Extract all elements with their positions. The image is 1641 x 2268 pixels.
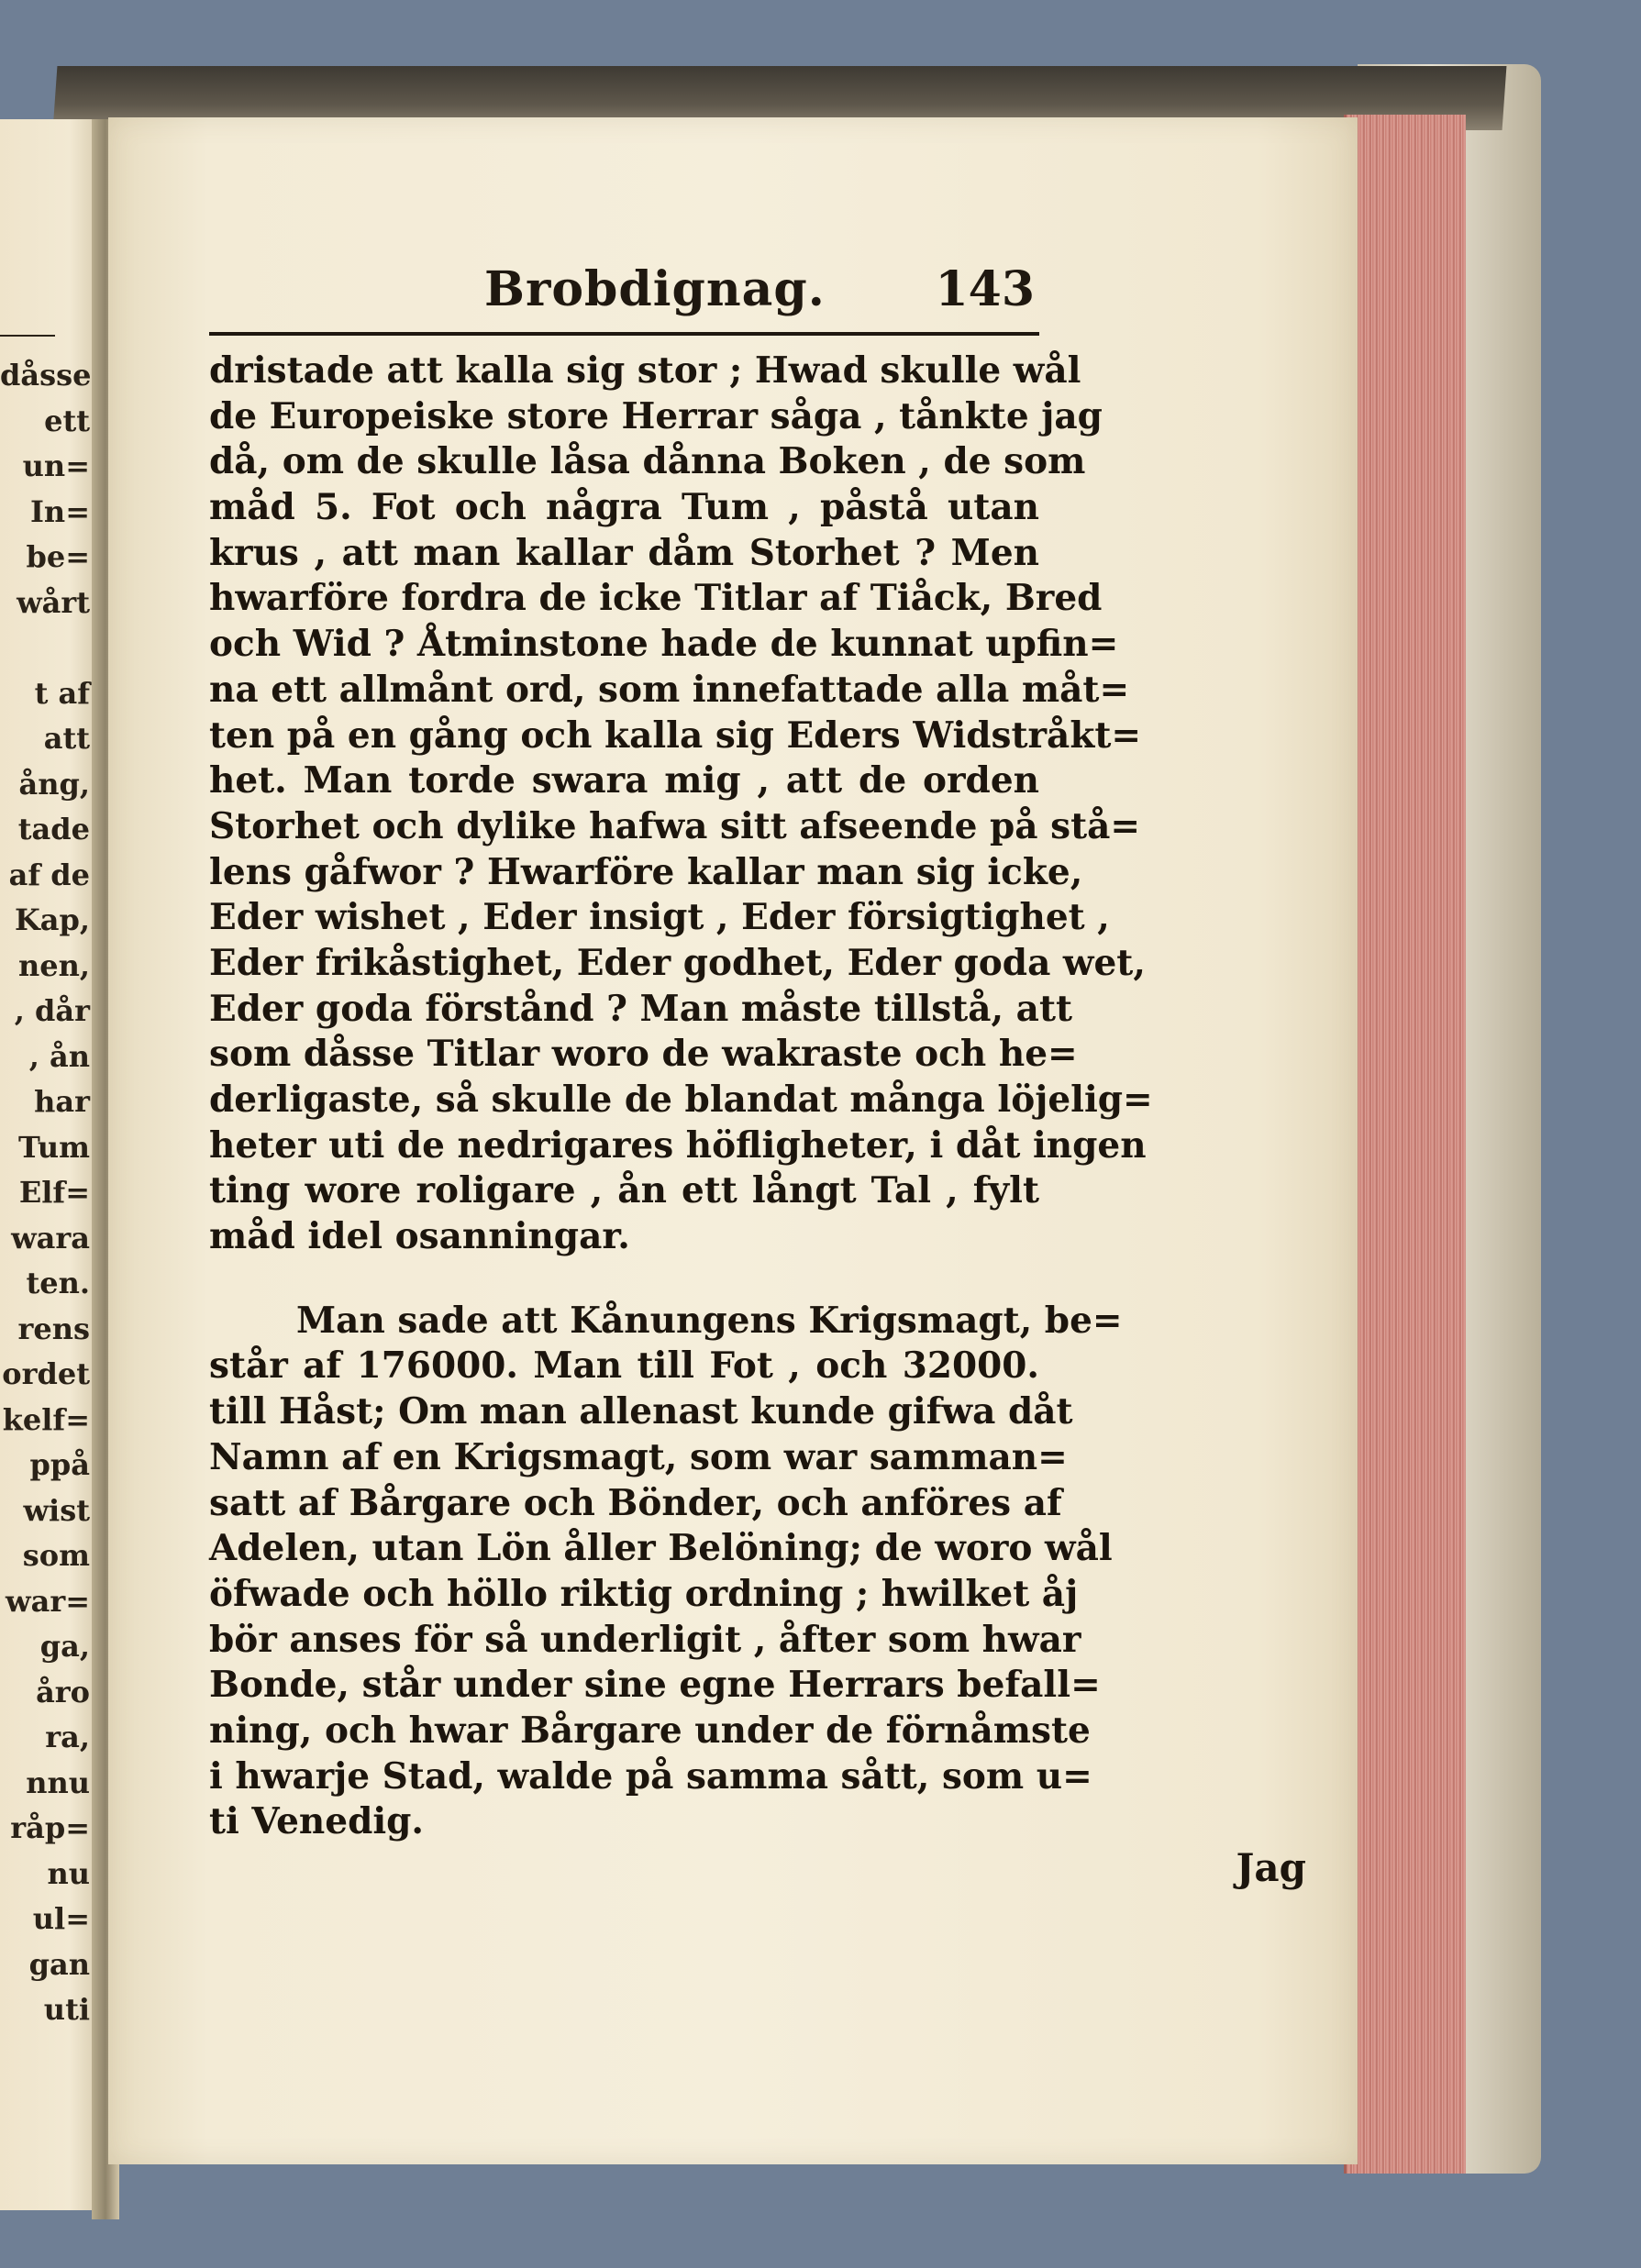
text-line: Namn af en Krigsmagt, som war samman= [209, 1435, 1068, 1478]
text-line: Eder goda förstånd ? Man måste tillstå, att [209, 987, 1072, 1030]
header-rule [209, 332, 1039, 336]
running-head: Brobdignag. [484, 261, 826, 317]
text-line: na ett allmånt ord, som innefattade alla måt= [209, 668, 1130, 711]
left-page-fragment: un= [22, 448, 90, 483]
page-header [209, 261, 1035, 326]
text-line: Man sade att Kånungens Krigsmagt, be= [296, 1299, 1123, 1342]
left-page-fragment: kelf= [2, 1401, 90, 1437]
text-line: måd 5. Fot och några Tum , påstå utan [209, 486, 1039, 529]
left-page-fragment: af de [8, 857, 90, 892]
text-line: Eder frikåstighet, Eder godhet, Eder goda wet, [209, 941, 1146, 984]
text-line: ti Venedig. [209, 1800, 424, 1843]
left-page-fragment: wara [11, 1220, 90, 1256]
text-line: ting wore roligare , ån ett långt Tal , fylt [209, 1169, 1039, 1212]
left-page-fragment: nu [47, 1855, 90, 1891]
left-page-fragment: ul= [32, 1901, 90, 1936]
text-line: dristade att kalla sig stor ; Hwad skulle wål [209, 349, 1081, 392]
text-line: krus , att man kallar dåm Storhet ? Men [209, 531, 1039, 574]
left-page-fragment: rens [17, 1311, 90, 1346]
left-page-fragment: nnu [26, 1765, 90, 1800]
left-page-fragment: att [43, 721, 90, 756]
left-page-fragment: , dår [14, 993, 90, 1028]
left-page-fragment: gan [28, 1946, 90, 1982]
left-page-fragment: Kap, [14, 902, 90, 937]
catchword: Jag [1236, 1845, 1306, 1890]
left-page-fragment: åro [36, 1674, 90, 1709]
text-line: till Håst; Om man allenast kunde gifwa dåt [209, 1390, 1073, 1433]
text-line: satt af Bårgare och Bönder, och anföres af [209, 1481, 1062, 1524]
left-page-fragment: råp= [10, 1810, 90, 1845]
page-edges [1344, 115, 1466, 2174]
text-line: då, om de skulle låsa dånna Boken , de som [209, 440, 1086, 483]
left-page-fragment: Tum [18, 1129, 90, 1165]
left-page-fragment: ordet [2, 1356, 90, 1391]
left-page-fragment: t af [34, 675, 90, 711]
paragraph-2 [209, 1299, 1123, 1845]
left-page-fragment [0, 625, 90, 671]
left-page-fragment: ten. [26, 1266, 90, 1300]
left-page-fragment: In= [29, 493, 90, 529]
text-line: de Europeiske store Herrar såga , tånkte jag [209, 394, 1103, 437]
text-line: och Wid ? Åtminstone hade de kunnat upfin= [209, 623, 1119, 666]
left-page-fragment: wist [23, 1492, 90, 1528]
text-line: öfwade och höllo riktig ordning ; hwilket åj [209, 1572, 1079, 1615]
left-page-fragment: uti [43, 1992, 90, 2027]
left-page-fragment: nen, [17, 947, 90, 983]
paragraph-1 [209, 348, 1153, 1260]
paragraph-gap [209, 1260, 1039, 1299]
text-line: som dåsse Titlar woro de wakraste och he= [209, 1033, 1078, 1076]
text-line: hwarföre fordra de icke Titlar af Tiåck, Bred [209, 577, 1103, 620]
text-line: derligaste, så skulle de blandat många löjelig= [209, 1079, 1153, 1121]
text-line: måd idel osanningar. [209, 1215, 630, 1258]
left-page-fragment: har [34, 1084, 90, 1119]
text-line: Eder wishet , Eder insigt , Eder försigtighet , [209, 896, 1110, 939]
text-line: bör anses för så underligit , åfter som hwar [209, 1618, 1081, 1661]
left-page-fragment: som [22, 1538, 90, 1573]
left-page-fragment: wårt [17, 584, 90, 620]
text-line: Adelen, utan Lön åller Belöning; de woro wål [209, 1527, 1113, 1570]
text-line: ten på en gång och kalla sig Eders Widstråkt= [209, 714, 1142, 757]
left-page-fragment: war= [6, 1583, 90, 1619]
left-page-fragment: ppå [29, 1447, 90, 1482]
left-page-fragment: , ån [28, 1038, 90, 1074]
left-page-fragment: dåsse [0, 358, 92, 393]
text-line: står af 176000. Man till Fot , och 32000. [209, 1344, 1039, 1388]
body-text [209, 348, 1153, 1845]
text-line: i hwarje Stad, walde på samma sått, som u= [209, 1754, 1092, 1798]
text-line: Storhet och dylike hafwa sitt afseende på stå= [209, 804, 1141, 847]
text-line: Bonde, står under sine egne Herrars befall= [209, 1664, 1101, 1707]
left-page [0, 119, 99, 2210]
left-page-fragment: ga, [39, 1629, 90, 1664]
text-line: het. Man torde swara mig , att de orden [209, 759, 1039, 802]
text-line: ning, och hwar Bårgare under de förnåmste [209, 1709, 1091, 1752]
text-line: lens gåfwor ? Hwarföre kallar man sig icke, [209, 850, 1083, 893]
page-number: 143 [935, 261, 1035, 317]
text-line: heter uti de nedrigares höfligheter, i dåt ingen [209, 1123, 1147, 1167]
left-page-fragment: be= [26, 539, 90, 574]
left-page-fragment: tade [17, 812, 90, 846]
left-page-fragment: ett [44, 403, 90, 438]
left-page-text-fragments [0, 353, 99, 2033]
left-page-fragment: Elf= [18, 1175, 90, 1210]
left-page-fragment: ra, [45, 1720, 90, 1754]
left-page-fragment: ång, [18, 766, 90, 802]
left-page-rule [0, 335, 55, 337]
